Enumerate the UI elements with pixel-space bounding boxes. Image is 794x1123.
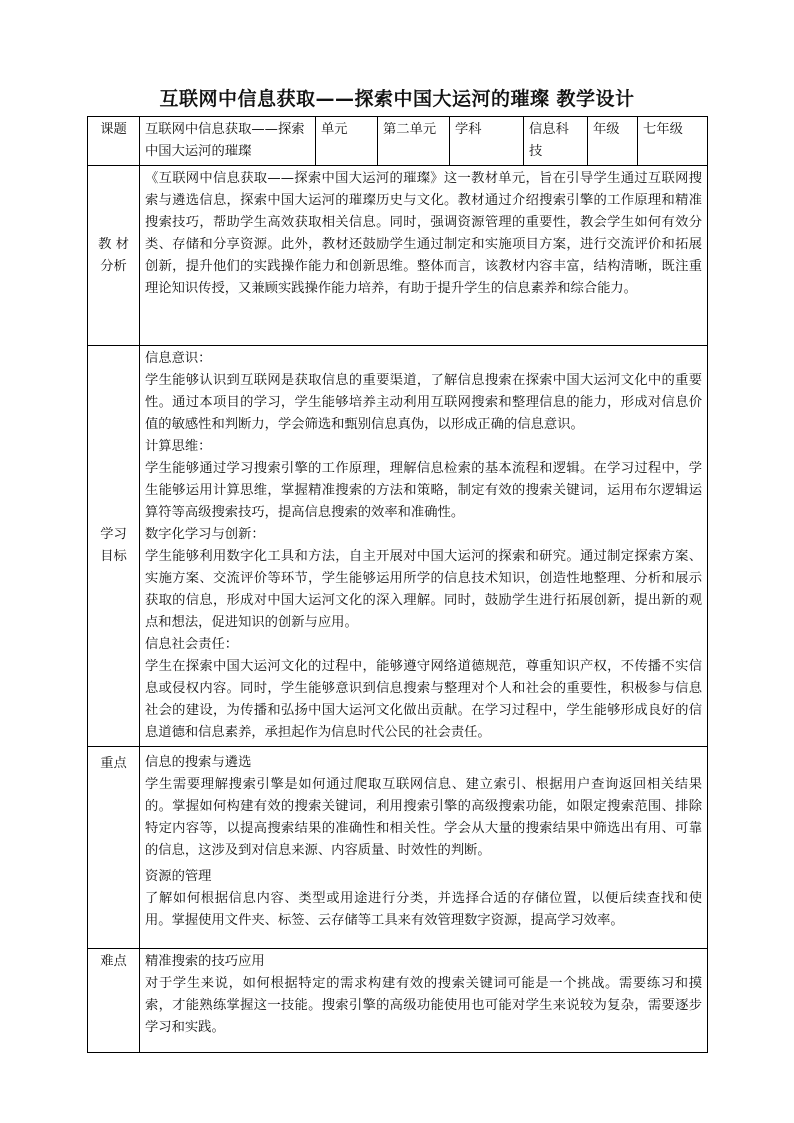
topic-value: 互联网中信息获取——探索中国大运河的璀璨 — [140, 117, 316, 166]
unit-label: 单元 — [316, 117, 378, 166]
objective-text-computational: 学生能够通过学习搜索引擎的工作原理，理解信息检索的基本流程和逻辑。在学习过程中，学生能够运用计算思维，掌握精准搜索的方法和策略，制定有效的搜索关键词，运用布尔逻辑运算符等高级搜索技巧，提高信息搜索的效率和准确性。 — [145, 461, 702, 520]
key-points-row — [88, 747, 708, 949]
objective-text-info: 学生能够认识到互联网是获取信息的重要渠道，了解信息搜索在探索中国大运河文化中的重要性。通过本项目的学习，学生能够培养主动利用互联网搜索和整理信息的能力，形成对信息价值的敏感性和判断力，学会筛选和甄别信息真伪，以形成正确的信息意识。 — [145, 373, 702, 432]
objectives-label — [88, 346, 140, 747]
material-content — [140, 166, 708, 346]
material-text: 《互联网中信息获取——探索中国大运河的璀璨》这一教材单元，旨在引导学生通过互联网搜索与遴选信息，探索中国大运河的璀璨历史与文化。教材通过介绍搜索引擎的工作原理和精准搜索技巧，帮助学生高效获取相关信息。同时，强调资源管理的重要性，教会学生如何有效分类、存储和分享资源。此外，教材还鼓励学生通过制定和实施项目方案，进行交流评价和拓展创新，提升他们的实践操作能力和创新思维。整体而言，该教材内容丰富，结构清晰，既注重理论知识传授，又兼顾实践操作能力培养，有助于提升学生的信息素养和综合能力。 — [145, 171, 702, 296]
topic-label: 课题 — [88, 117, 140, 166]
objective-heading-computational: 计算思维： — [145, 439, 212, 454]
material-label — [88, 166, 140, 346]
objectives-label-line2: 目标 — [100, 549, 127, 564]
material-row — [88, 166, 708, 346]
material-label-line1: 教 材 — [98, 236, 129, 252]
subject-label: 学科 — [450, 117, 524, 166]
objectives-content — [140, 346, 708, 747]
header-row — [88, 117, 708, 166]
lesson-plan-table — [87, 116, 708, 1053]
objectives-label-line1: 学习 — [100, 527, 127, 542]
grade-label: 年级 — [588, 117, 638, 166]
objective-text-digital: 学生能够利用数字化工具和方法，自主开展对中国大运河的探索和研究。通过制定探索方案、实施方案、交流评价等环节，学生能够运用所学的信息技术知识，创造性地整理、分析和展示获取的信息，形成对中国大运河文化的深入理解。同时，鼓励学生进行拓展创新，提出新的观点和想法，促进知识的创新与应用。 — [145, 549, 702, 630]
difficulties-content — [140, 949, 708, 1053]
material-label-line2: 分析 — [100, 258, 127, 274]
difficulties-row — [88, 949, 708, 1053]
objectives-row — [88, 346, 708, 747]
key-point-heading-search: 信息的搜索与遴选 — [145, 755, 252, 770]
key-point-text-search: 学生需要理解搜索引擎是如何通过爬取互联网信息、建立索引、根据用户查询返回相关结果的。掌握如何构建有效的搜索关键词，利用搜索引擎的高级搜索功能，如限定搜索范围、排除特定内容等，以提高搜索结果的准确性和相关性。学会从大量的搜索结果中筛选出有用、可靠的信息，这涉及到对信息来源、内容质量、时效性的判断。 — [145, 777, 702, 858]
key-points-content — [140, 747, 708, 949]
document-title: 互联网中信息获取——探索中国大运河的璀璨 教学设计 — [159, 88, 635, 110]
objective-heading-responsibility: 信息社会责任： — [145, 637, 239, 652]
key-points-label: 重点 — [88, 747, 140, 949]
unit-value: 第二单元 — [378, 117, 450, 166]
key-point-text-resource: 了解如何根据信息内容、类型或用途进行分类，并选择合适的存储位置，以便后续查找和使用。掌握使用文件夹、标签、云存储等工具来有效管理数字资源，提高学习效率。 — [145, 891, 702, 928]
difficulty-heading: 精准搜索的技巧应用 — [145, 954, 265, 969]
difficulty-text: 对于学生来说，如何根据特定的需求构建有效的搜索关键词可能是一个挑战。需要练习和摸索，才能熟练掌握这一技能。搜索引擎的高级功能使用也可能对学生来说较为复杂，需要逐步学习和实践。 — [145, 976, 702, 1035]
difficulties-label: 难点 — [88, 949, 140, 1053]
objective-heading-info: 信息意识： — [145, 351, 212, 366]
subject-value: 信息科技 — [524, 117, 588, 166]
key-point-heading-resource: 资源的管理 — [145, 869, 212, 884]
objective-heading-digital: 数字化学习与创新： — [145, 527, 265, 542]
objective-text-responsibility: 学生在探索中国大运河文化的过程中，能够遵守网络道德规范，尊重知识产权，不传播不实信息或侵权内容。同时，学生能够意识到信息搜索与整理对个人和社会的重要性，积极参与信息社会的建设，为传播和弘扬中国大运河文化做出贡献。在学习过程中，学生能够形成良好的信息道德和信息素养，承担起作为信息时代公民的社会责任。 — [145, 659, 702, 740]
grade-value: 七年级 — [638, 117, 708, 166]
